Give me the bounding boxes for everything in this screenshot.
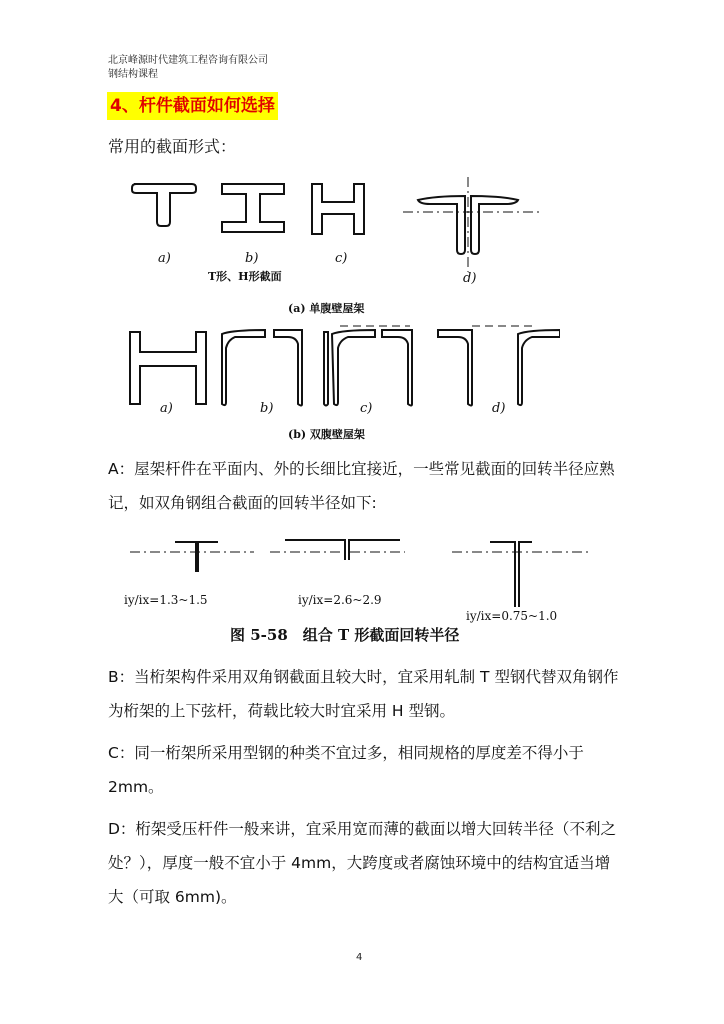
double-web-angle-d1 [438,330,472,406]
fig1-row2-label-c: c) [360,401,373,416]
paragraph-a: A：屋架杆件在平面内、外的长细比宜接近，一些常见截面的回转半径应熟记，如双角钢组合截面的回转半径如下: [108,460,615,512]
double-web-angle-b1 [222,330,265,405]
fig1-row2-label-b: b) [260,401,274,416]
paragraph-d: D：桁架受压杆件一般来讲，宜采用宽而薄的截面以增大回转半径（不利之处？），厚度一般不宜小于 4mm，大跨度或者腐蚀环境中的结构宜适当增大（可取 6mm)。 [108,820,616,906]
fig1-caption-b: (b) 双腹壁屋架 [288,428,365,441]
section-shapes-figure [120,172,560,444]
double-web-angle-c1 [324,332,328,406]
header-company: 北京峰源时代建筑工程咨询有限公司 [108,55,268,66]
ratio-3: iy/ix=0.75~1.0 [466,609,558,623]
fig1-label-d: d) [463,271,477,286]
fig1-label-a: a) [158,251,171,266]
fig1-row2-label-a: a) [160,401,173,416]
fig2-caption: 图 5-58 组合 T 形截面回转半径 [230,626,460,644]
radius-of-gyration-figure [120,532,590,650]
page-number: 4 [356,952,363,963]
fig1-caption-top: T形、H形截面 [208,270,282,283]
ratio-2: iy/ix=2.6~2.9 [298,593,382,607]
intro-text: 常用的截面形式： [108,137,237,156]
fig1-caption-a: (a) 单腹壁屋架 [288,302,365,315]
ratio-1: iy/ix=1.3~1.5 [124,593,208,607]
header-course: 钢结构课程 [108,69,158,80]
fig1-label-b: b) [245,251,259,266]
i-section-shape [222,184,284,232]
h-section-shape [312,184,364,234]
paragraph-c: C：同一桁架所采用型钢的种类不宜过多，相同规格的厚度差不得小于 2mm。 [108,744,584,796]
paragraph-b: B：当桁架构件采用双角钢截面且较大时，宜采用轧制 T 型钢代替双角钢作为桁架的上下弦杆，荷载比较大时宜采用 H 型钢。 [108,668,619,720]
double-web-h-shape [130,332,206,404]
double-angle-t-shape [418,196,465,254]
section-title: 4、杆件截面如何选择 [107,92,278,120]
t-section-shape [132,184,196,226]
fig1-row2-label-d: d) [492,401,506,416]
fig1-label-c: c) [335,251,348,266]
